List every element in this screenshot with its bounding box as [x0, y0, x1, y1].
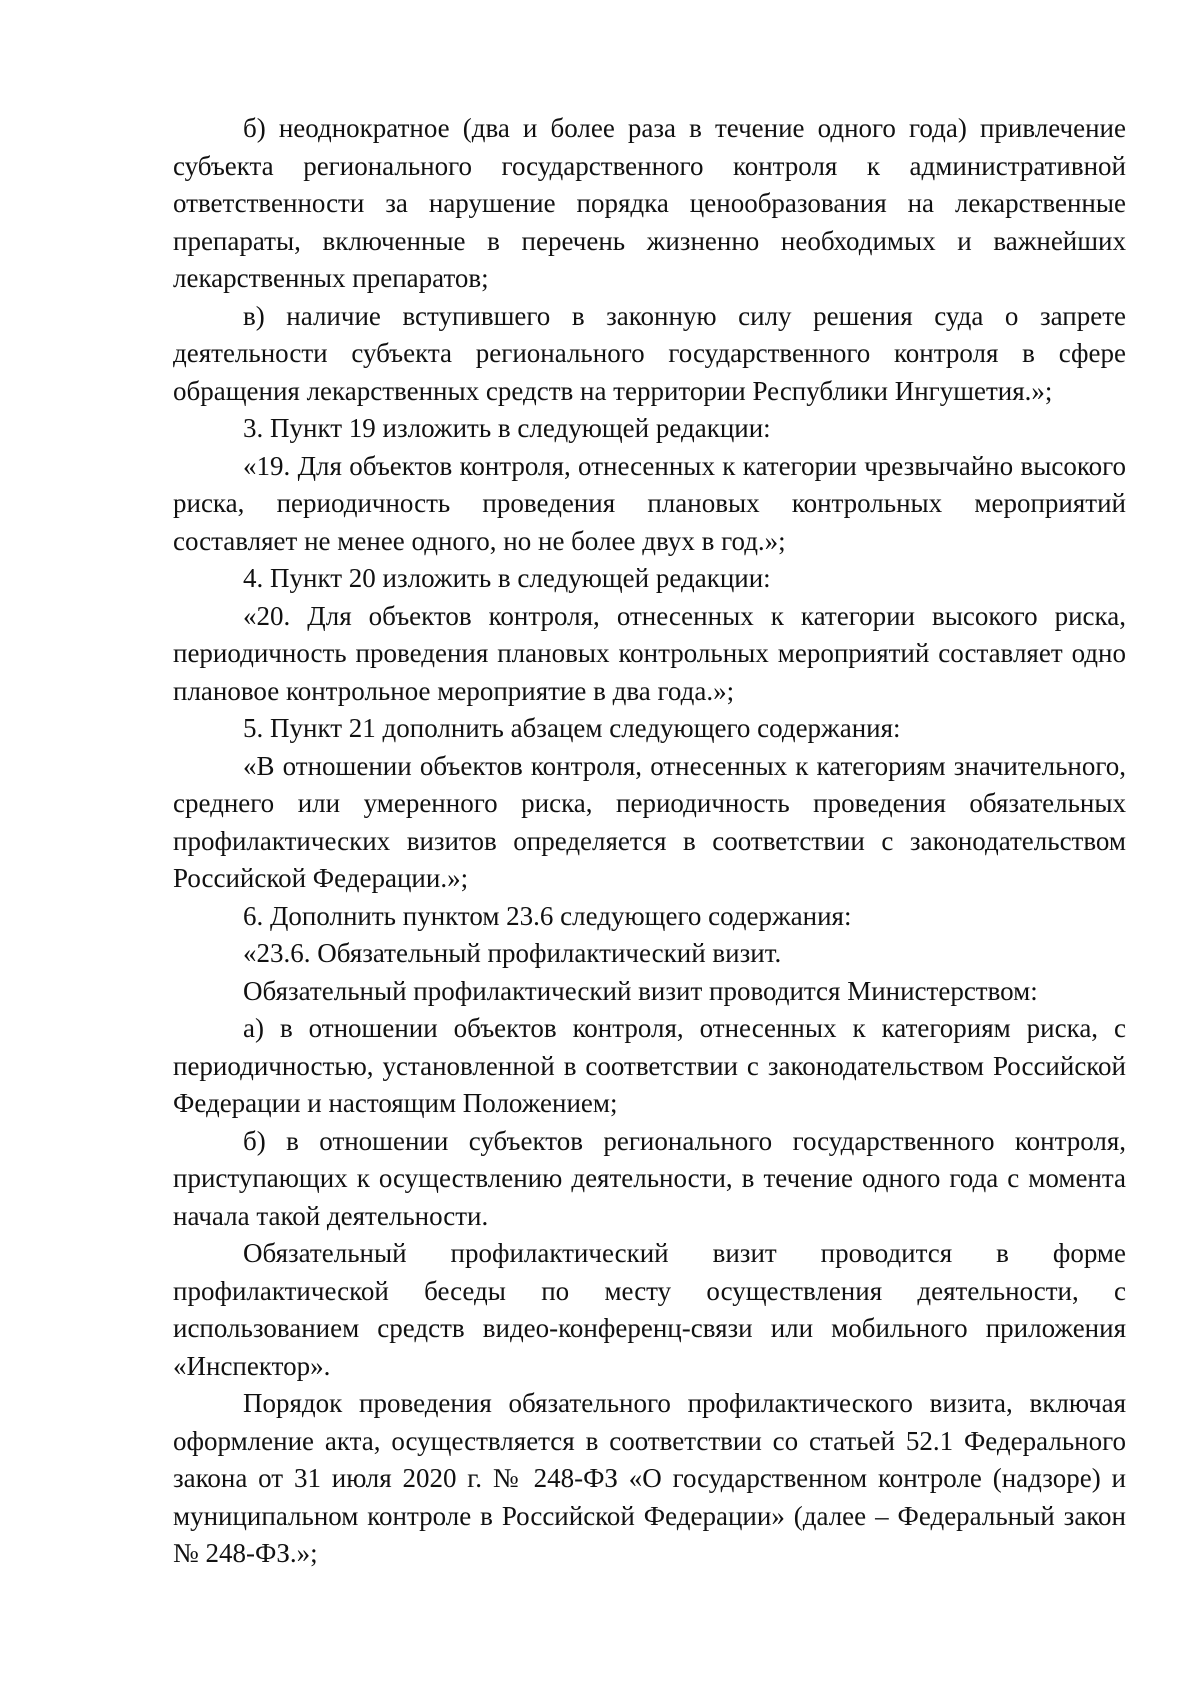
paragraph-visit-procedure: Порядок проведения обязательного профилактического визита, включая оформление акта, осуществляется в соответствии со статьей 52.1 Федерального закона от 31 июля 2020 г. № 248-ФЗ «О государственном контроле (надзоре) и муниципальном контроле в Российской Федерации» (далее – Федеральный закон № 248-ФЗ.»; [173, 1388, 1126, 1568]
paragraph-item-21-addition: «В отношении объектов контроля, отнесенных к категориям значительного, среднего или умеренного риска, периодичность проведения обязательных профилактических визитов определяется в соответствии с законодательством Российской Федерации.»; [173, 750, 1126, 893]
paragraph-b-repeated-liability: б) неоднократное (два и более раза в течение одного года) привлечение субъекта регионального государственного контроля к административной ответственности за нарушение порядка ценообразования на лекарственные препараты, включенные в перечень жизненно необходимых и важнейших лекарственных препаратов; [173, 113, 1126, 293]
paragraph-visit-by-ministry: Обязательный профилактический визит проводится Министерством: [243, 975, 1038, 1006]
paragraph-b-new-subjects: б) в отношении субъектов регионального государственного контроля, приступающих к осуществлению деятельности, в течение одного года с момента начала такой деятельности. [173, 1125, 1126, 1231]
paragraph-item-4: 4. Пункт 20 изложить в следующей редакции: [243, 563, 771, 593]
document-page [173, 110, 1126, 1573]
paragraph-item-20-text: «20. Для объектов контроля, отнесенных к категории высокого риска, периодичность проведения плановых контрольных мероприятий составляет одно плановое контрольное мероприятие в два года.»; [173, 600, 1126, 706]
paragraph-item-6: 6. Дополнить пунктом 23.6 следующего содержания: [243, 900, 852, 931]
paragraph-visit-form: Обязательный профилактический визит проводится в форме профилактической беседы по месту осуществления деятельности, с использованием средств видео-конференц-связи или мобильного приложения «Инспектор». [173, 1238, 1126, 1381]
paragraph-a-risk-categories: а) в отношении объектов контроля, отнесенных к категориям риска, с периодичностью, установленной в соответствии с законодательством Российской Федерации и настоящим Положением; [173, 1013, 1126, 1118]
paragraph-item-19-text: «19. Для объектов контроля, отнесенных к категории чрезвычайно высокого риска, периодичность проведения плановых контрольных мероприятий составляет не менее одного, но не более двух в год.»; [173, 450, 1126, 556]
paragraph-item-3: 3. Пункт 19 изложить в следующей редакции: [243, 413, 771, 443]
paragraph-item-5: 5. Пункт 21 дополнить абзацем следующего содержания: [243, 713, 901, 743]
paragraph-item-23-6-title: «23.6. Обязательный профилактический визит. [243, 938, 782, 968]
paragraph-v-court-decision: в) наличие вступившего в законную силу решения суда о запрете деятельности субъекта регионального государственного контроля в сфере обращения лекарственных средств на территории Республики Ингушетия.»; [173, 300, 1126, 406]
